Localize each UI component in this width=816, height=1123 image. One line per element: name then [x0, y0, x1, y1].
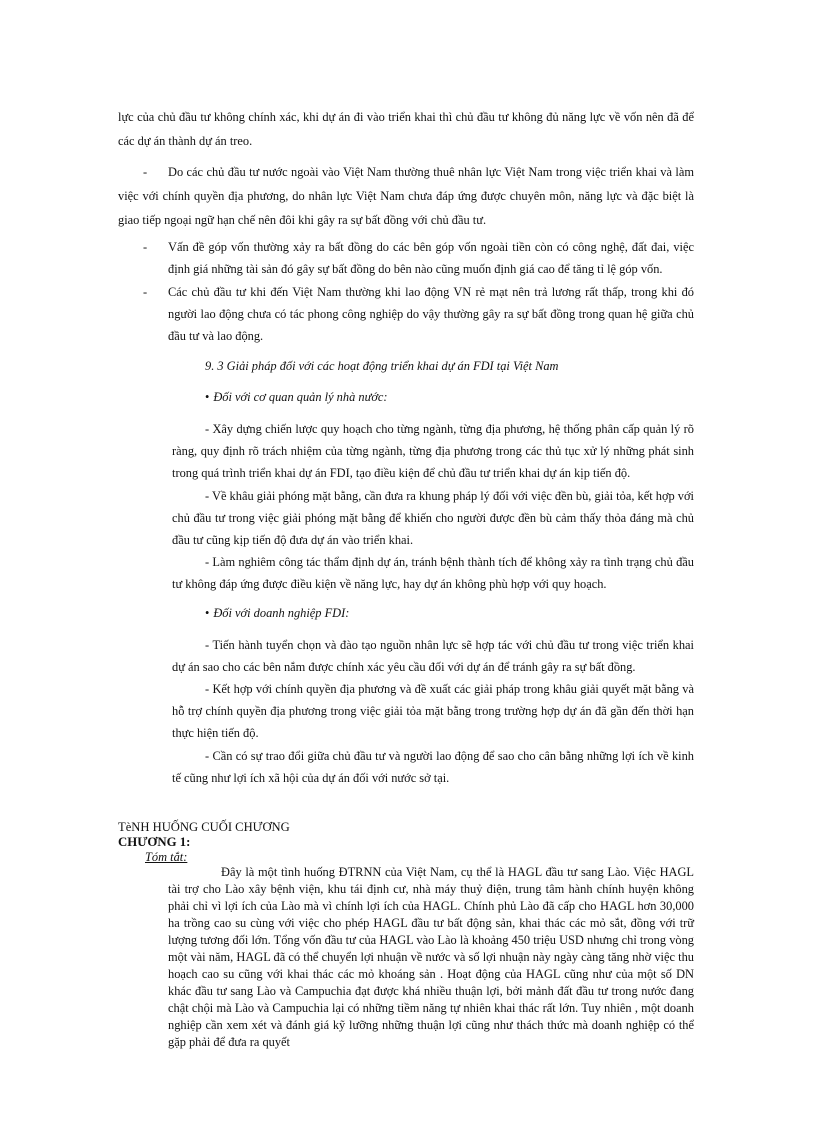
summary-label: Tóm tắt: [145, 850, 188, 864]
paragraph-recruitment: - Tiến hành tuyển chọn và đào tạo nguồn nhân lực sẽ hợp tác với chủ đầu tư trong việc triển khai dự án sao cho các bên nắm được chính xác yêu cầu đối với dự án để tránh gây ra sự bất đồng. [172, 638, 694, 674]
list-item-labor: Các chủ đầu tư khi đến Việt Nam thường khi lao động VN rẻ mạt nên trả lương rất thấp, trong khi đó người lao động chưa có tác phong công nghiệp do vậy thường gây ra sự bất đồng trong quan hệ giữa chủ đầu tư và lao động. [168, 285, 694, 343]
list-item-staffing: Do các chủ đầu tư nước ngoài vào Việt Nam thường thuê nhân lực Việt Nam trong việc triển khai và làm việc với chính quyền địa phương, do nhân lực Việt Nam chưa đáp ứng được chuyên môn, năng lực và đặc biệt là giao tiếp ngoại ngữ hạn chế nên đôi khi gây ra sự bất đồng với chủ đầu tư. [118, 165, 694, 227]
list-item-capital: Vấn đề góp vốn thường xảy ra bất đồng do các bên góp vốn ngoài tiền còn có công nghệ, đất đai, việc định giá những tài sản đó gây sự bất đồng do bên nào cũng muốn định giá cao để tăng tỉ lệ góp vốn. [168, 240, 694, 276]
subheading-text: Đối với doanh nghiệp FDI: [213, 606, 350, 620]
list-dash: - [143, 240, 148, 254]
list-dash: - [143, 165, 148, 179]
case-heading: TèNH HUỐNG CUỐI CHƯƠNG [118, 820, 290, 834]
chapter-heading: CHƯƠNG 1: [118, 835, 191, 849]
paragraph-continuation: lực của chủ đầu tư không chính xác, khi dự án đi vào triển khai thì chủ đầu tư không đủ năng lực về vốn nên đã để các dự án thành dự án treo. [118, 110, 694, 148]
paragraph-exchange: - Cần có sự trao đổi giữa chủ đầu tư và người lao động để sao cho cân bằng những lợi ích về kinh tế cũng như lợi ích xã hội của dự án đối với nước sở tại. [172, 749, 694, 785]
subheading-state-agencies [205, 387, 685, 407]
list-dash: - [143, 285, 148, 299]
subheading-text: Đối với cơ quan quản lý nhà nước: [213, 390, 388, 404]
paragraph-planning: - Xây dựng chiến lược quy hoạch cho từng ngành, từng địa phương, hệ thống phân cấp quản lý rõ ràng, quy định rõ trách nhiệm của từng ngành, từng địa phương trong các thủ tục xử lý những phát sinh trong quá trình triển khai dự án FDI, tạo điều kiện để chủ đầu tư triển khai dự án kịp tiến độ. [172, 422, 694, 480]
subheading-fdi-enterprises [205, 603, 685, 623]
summary-text: Đây là một tình huống ĐTRNN của Việt Nam, cụ thể là HAGL đầu tư sang Lào. Việc HAGL tài trợ cho Lào xây bệnh viện, khu tái định cư, nhà máy thuỷ điện, trung tâm hành chính huyện không phải chỉ vì lợi ích của Lào mà vì chính lợi ích của HAGL. Chính phủ Lào đã cấp cho HAGL hơn 30,000 ha trồng cao su cùng với việc cho phép HAGL đầu tư bất động sản, khai thác các mỏ sắt, đồng với trữ lượng tương đối lớn. Tổng vốn đầu tư của HAGL vào Lào là khoảng 450 triệu USD nhưng chỉ trong vòng một vài năm, HAGL đã có thể chuyển lợi nhuận về nước và số lợi nhuận này ngày càng tăng nhờ việc thu hoạch cao su cũng với khai thác các mỏ khoáng sản . Hoạt động của HAGL cũng như của một số DN khác đầu tư sang Lào và Campuchia đạt được khá nhiều thuận lợi, bởi mảnh đất đầu tư trong nước đang chật chội mà Lào và Campuchia lại có những tiềm năng tự nhiên khai thác rất lớn. Tuy nhiên , một doanh nghiệp cần xem xét và đánh giá kỹ lưỡng những thuận lợi cũng như thách thức mà doanh nghiệp có thể gặp phải để đưa ra quyết [168, 865, 694, 1049]
section-title: 9. 3 Giải pháp đối với các hoạt động triển khai dự án FDI tại Việt Nam [205, 359, 559, 373]
paragraph-appraisal: - Làm nghiêm công tác thẩm định dự án, tránh bệnh thành tích để không xảy ra tình trạng chủ đầu tư không đáp ứng được điều kiện về năng lực, hay dự án không phù hợp với quy hoạch. [172, 555, 694, 591]
paragraph-local-cooperation: - Kết hợp với chính quyền địa phương và đề xuất các giải pháp trong khâu giải quyết mặt bằng và hỗ trợ chính quyền địa phương trong việc giải tỏa mặt bằng trong trường hợp dự án đã gần đến thời hạn thực hiện tiến độ. [172, 682, 694, 740]
paragraph-site-clearance: - Về khâu giải phóng mặt bằng, cần đưa ra khung pháp lý đối với việc đền bù, giải tỏa, kết hợp với chủ đầu tư trong việc giải phóng mặt bằng để khiến cho người được đền bù cảm thấy thỏa đáng mà chủ đầu tư cũng kịp tiến độ đưa dự án vào triển khai. [172, 489, 694, 547]
